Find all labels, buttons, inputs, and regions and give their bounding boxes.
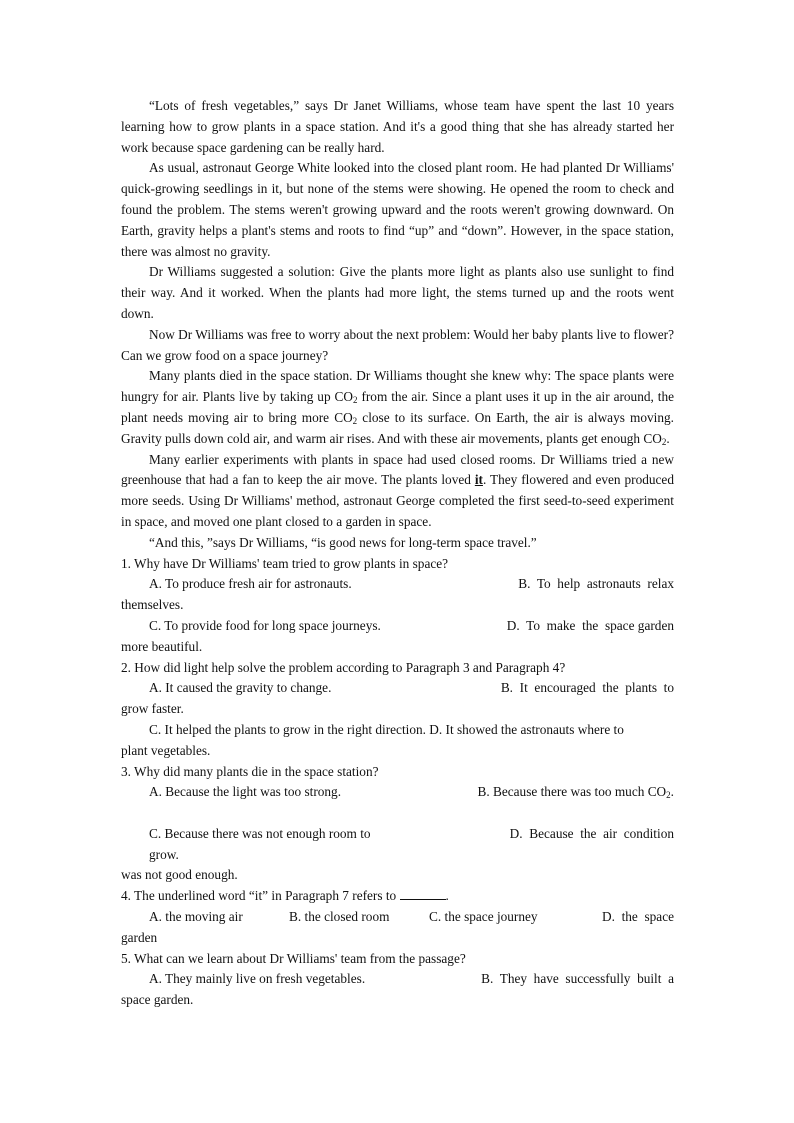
question-4-option-c: C. the space journey	[429, 909, 538, 925]
question-4-option-d-continued: garden	[121, 929, 158, 945]
paragraph-4: Now Dr Williams was free to worry about the next problem: Would her baby plants live to flower? Can we grow food on a space journey?	[121, 326, 674, 363]
question-3-option-d: D. Because the air condition	[509, 825, 674, 841]
paragraph-6	[121, 450, 674, 533]
question-4-options-row	[121, 907, 674, 928]
paragraph-6-text-b: . They flowered and even produced more seeds. Using Dr Williams' method, astronaut George completed the first seed-to-seed experiment in space, and moved one plant closed to a garden in space.	[121, 472, 674, 529]
question-1-options-row-1	[121, 574, 674, 595]
question-1-option-d: D. To make the space garden	[506, 617, 674, 633]
question-1-option-b: B. To help astronauts relax	[518, 576, 674, 592]
question-5-option-b: B. They have successfully built a	[481, 971, 674, 987]
question-3-options-row-1	[121, 782, 674, 803]
document-page	[121, 96, 674, 1011]
question-2-options-row-1	[121, 678, 674, 699]
paragraph-5-text-d: .	[666, 430, 670, 446]
blank-line	[121, 803, 674, 824]
co2-subscript: 2	[661, 436, 667, 447]
question-5-option-a: A. They mainly live on fresh vegetables.	[149, 971, 366, 987]
paragraph-6-text-a: Many earlier experiments with plants in space had used closed rooms. Dr Williams tried a new greenhouse that had a fan to keep the air move. The plants loved	[121, 451, 674, 488]
question-2-options-c-d: C. It helped the plants to grow in the right direction. D. It showed the astronauts where to	[149, 721, 624, 737]
paragraph-2: As usual, astronaut George White looked into the closed plant room. He had planted Dr Williams' quick-growing seedlings in it, but none of the stems were showing. He opened the room to check and found the problem. The stems weren't growing upward and the roots weren't growing downward. On Earth, gravity helps a plant's stems and roots to find “up” and “down”. However, in the space station, there was almost no gravity.	[121, 160, 674, 259]
question-4-option-b: B. the closed room	[289, 909, 390, 925]
question-3-option-b-period: .	[670, 784, 674, 800]
paragraph-3: Dr Williams suggested a solution: Give the plants more light as plants also use sunlight to find their way. And it worked. When the plants had more light, the stems turned up and the roots went down.	[121, 264, 674, 321]
question-3-stem: 3. Why did many plants die in the space station?	[121, 763, 379, 779]
question-2-option-b: B. It encouraged the plants to	[500, 680, 674, 696]
underlined-word-it: it	[474, 472, 483, 488]
question-4-option-a: A. the moving air	[149, 909, 243, 925]
co2-subscript: 2	[352, 415, 358, 426]
question-5-options-row-1	[121, 969, 674, 990]
question-5-stem: 5. What can we learn about Dr Williams' team from the passage?	[121, 950, 466, 966]
question-1-option-a: A. To produce fresh air for astronauts.	[149, 576, 352, 592]
question-1-options-row-2	[121, 616, 674, 637]
co2-subscript: 2	[353, 395, 358, 406]
paragraph-1: “Lots of fresh vegetables,” says Dr Janet Williams, whose team have spent the last 10 years learning how to grow plants in a space station. And it's a good thing that she has already started her work because space gardening can be really hard.	[121, 98, 674, 155]
paragraph-7: “And this, ”says Dr Williams, “is good news for long-term space travel.”	[149, 534, 537, 550]
answer-blank	[400, 887, 446, 900]
co2-subscript: 2	[666, 790, 671, 801]
question-2-stem: 2. How did light help solve the problem according to Paragraph 3 and Paragraph 4?	[121, 659, 566, 675]
paragraph-5-text-b: from the air. Since a plant uses it up in the air around, the plant needs moving air to bring more CO	[121, 389, 675, 425]
question-4-stem-text: 4. The underlined word “it” in Paragraph 7 refers to	[121, 888, 400, 904]
question-1-option-d-continued: more beautiful.	[121, 638, 203, 654]
paragraph-5-text-c: close to its surface. On Earth, the air is always moving. Gravity pulls down cold air, and warm air rises. And with these air movements, plants get enough CO	[121, 409, 674, 446]
question-2-option-b-continued: grow faster.	[121, 701, 184, 717]
question-1-option-c: C. To provide food for long space journeys.	[149, 617, 381, 633]
paragraph-5-text-a: Many plants died in the space station. Dr Williams thought she knew why: The space plants were hungry for air. Plants live by taking up CO	[121, 368, 674, 405]
question-2-option-d-continued: plant vegetables.	[121, 742, 211, 758]
question-3-option-b-text: B. Because there was too much CO	[477, 784, 667, 800]
question-4-stem-period: .	[445, 888, 449, 904]
question-1-stem: 1. Why have Dr Williams' team tried to grow plants in space?	[121, 555, 449, 571]
question-1-option-b-continued: themselves.	[121, 597, 184, 613]
question-4-option-d: D. the space	[602, 909, 674, 925]
paragraph-5	[121, 366, 674, 449]
question-3-option-a: A. Because the light was too strong.	[149, 784, 342, 800]
question-2-option-a: A. It caused the gravity to change.	[149, 680, 332, 696]
question-3-options-row-2	[121, 824, 674, 866]
question-3-option-d-continued: was not good enough.	[121, 867, 238, 883]
question-4-stem	[121, 886, 674, 907]
question-3-option-c: C. Because there was not enough room to grow.	[149, 825, 371, 862]
question-5-option-b-continued: space garden.	[121, 992, 194, 1008]
question-3-option-b	[409, 782, 674, 803]
